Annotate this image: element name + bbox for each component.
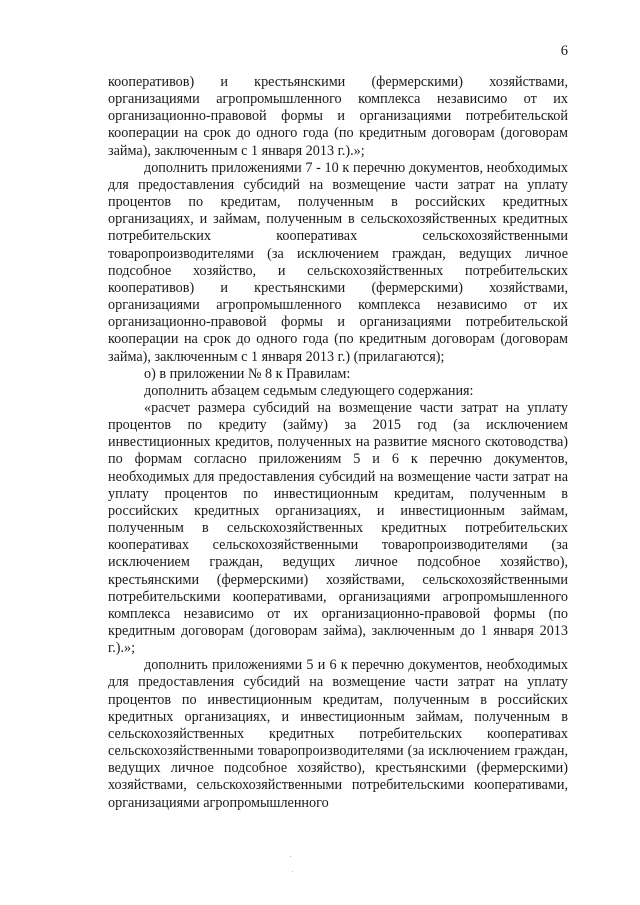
paragraph-continuation: кооперативов) и крестьянскими (фермерскими) хозяйствами, организациями агропромышленного комплекса независимо от их организационно-правовой формы и организациями потребительской кооперации на срок до одного года (по кредитным договорам (договорам займа), заключенным с 1 января 2013 г.).»;	[108, 74, 568, 159]
page-number: 6	[560, 43, 568, 59]
scan-dot	[292, 871, 293, 872]
scan-dot	[290, 856, 291, 857]
paragraph-appendices-7-10: дополнить приложениями 7 - 10 к перечню документов, необходимых для предоставления субсидий на возмещение части затрат на уплату процентов по кредитам, полученным в российских кредитных организациях, и займам, полученным в сельскохозяйственных кредитных потребительских кооперативах сельскохозяйственными товаропроизводителями (за исключением граждан, ведущих личное подсобное хозяйство, и сельскохозяйственных потребительских кооперативов) и крестьянскими (фермерскими) хозяйствами, организациями агропромышленного комплекса независимо от их организационно-правовой формы и организациями потребительской кооперации на срок до одного года (по кредитным договорам (договорам займа), заключенным с 1 января 2013 г.) (прилагаются);	[108, 159, 568, 365]
paragraph-appendices-5-6: дополнить приложениями 5 и 6 к перечню документов, необходимых для предоставления субсидий на возмещение части затрат на уплату процентов по инвестиционным кредитам, полученным в российских кредитных организациях, и инвестиционным займам, полученным в сельскохозяйственных кредитных потребительских кооперативах сельскохозяйственными товаропроизводителями (за исключением граждан, ведущих личное подсобное хозяйство), крестьянскими (фермерскими) хозяйствами, сельскохозяйственными потребительскими кооперативами, организациями агропромышленного	[108, 657, 568, 811]
paragraph-item-o: о) в приложении № 8 к Правилам:	[144, 365, 351, 382]
paragraph-add-seventh-clause: дополнить абзацем седьмым следующего содержания:	[144, 382, 474, 399]
paragraph-quoted-clause: «расчет размера субсидий на возмещение части затрат на уплату процентов по кредиту (займу) за 2015 год (за исключением инвестиционных кредитов, полученных на развитие мясного скотоводства) по формам согласно приложениям 5 и 6 к перечню документов, необходимых для предоставления субсидий на возмещение части затрат на уплату процентов по инвестиционным кредитам, полученным в российских кредитных организациях, и инвестиционным займам, полученным в сельскохозяйственных кредитных потребительских кооперативах сельскохозяйственными товаропроизводителями (за исключением граждан, ведущих личное подсобное хозяйство), крестьянскими (фермерскими) хозяйствами, сельскохозяйственными потребительскими кооперативами, организациями агропромышленного комплекса независимо от их организационно-правовой формы (по кредитным договорам (договорам займа), заключенным до 1 января 2013 г.).»;	[108, 399, 568, 657]
document-body	[108, 74, 568, 812]
